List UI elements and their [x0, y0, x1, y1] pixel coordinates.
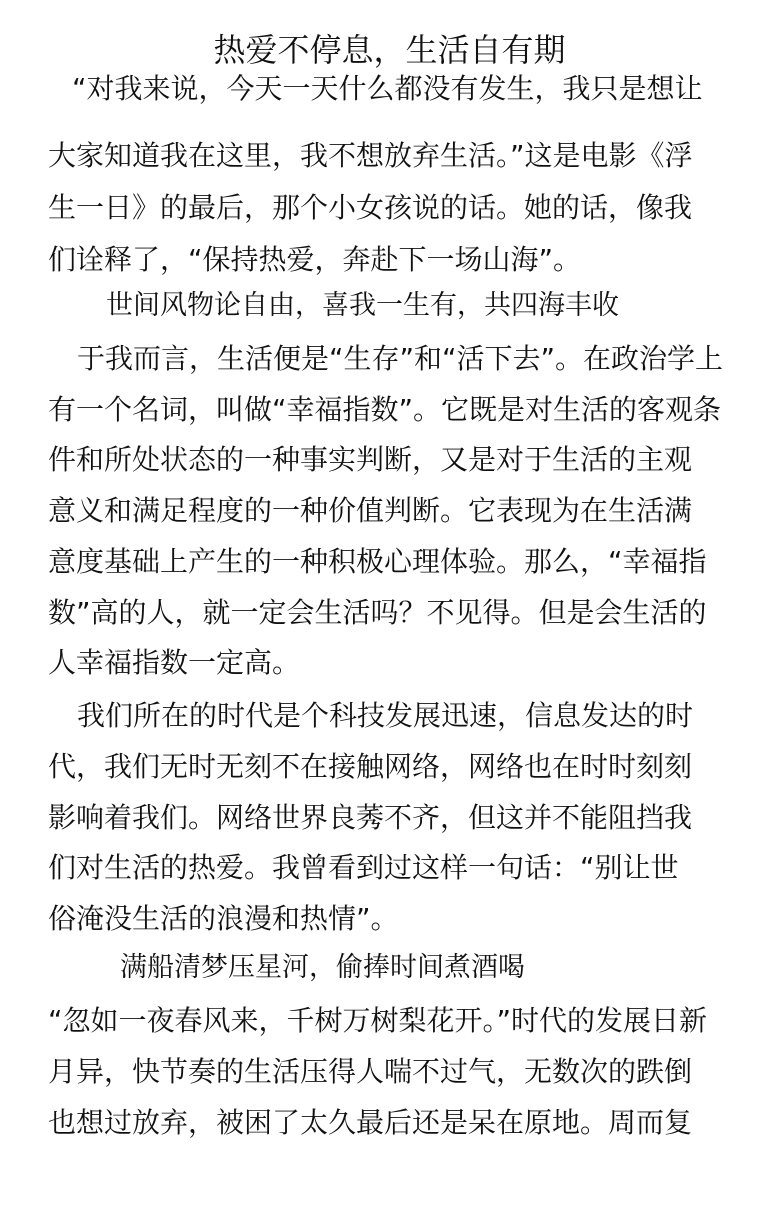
paragraph-4-line-2: 月异，快节奏的生活压得人喘不过气，无数次的跌倒	[48, 1055, 693, 1088]
paragraph-3-line-2: 代，我们无时无刻不在接触网络，网络也在时时刻刻	[48, 750, 693, 783]
paragraph-2-line-7: 人幸福指数一定高。	[48, 646, 301, 679]
paragraph-1-line-1: “对我来说，今天一天什么都没有发生，我只是想让	[72, 72, 703, 105]
paragraph-1-line-2: 大家知道我在这里，我不想放弃生活。”这是电影《浮	[48, 139, 693, 172]
paragraph-2-line-5: 意度基础上产生的一种积极心理体验。那么，“幸福指	[48, 545, 707, 578]
paragraph-1-line-4: 们诠释了，“保持热爱，奔赴下一场山海”。	[48, 243, 582, 276]
subheading-2: 满船清梦压星河，偷捧时间煮酒喝	[120, 952, 525, 983]
paragraph-3-line-5: 俗淹没生活的浪漫和热情”。	[48, 902, 399, 935]
paragraph-4-line-3: 也想过放弃，被困了太久最后还是呆在原地。周而复	[48, 1106, 693, 1139]
paragraph-1-line-3: 生一日》的最后，那个小女孩说的话。她的话，像我	[48, 191, 693, 224]
paragraph-3-line-3: 影响着我们。网络世界良莠不齐，但这并不能阻挡我	[48, 801, 693, 834]
paragraph-2-line-1: 于我而言，生活便是“生存”和“活下去”。在政治学上	[77, 342, 724, 375]
paragraph-4-line-1: “忽如一夜春风来，千树万树梨花开。”时代的发展日新	[48, 1004, 708, 1037]
subheading-1: 世间风物论自由，喜我一生有，共四海丰收	[106, 290, 619, 321]
paragraph-2-line-6: 数”高的人，就一定会生活吗？不见得。但是会生活的	[48, 596, 707, 629]
paragraph-3-line-1: 我们所在的时代是个科技发展迅速，信息发达的时	[77, 699, 694, 732]
paragraph-3-line-4: 们对生活的热爱。我曾看到过这样一句话：“别让世	[48, 851, 679, 884]
paragraph-2-line-3: 件和所处状态的一种事实判断，又是对于生活的主观	[48, 443, 693, 476]
paragraph-2-line-4: 意义和满足程度的一种价值判断。它表现为在生活满	[48, 494, 693, 527]
paragraph-2-line-2: 有一个名词，叫做“幸福指数”。它既是对生活的客观条	[48, 393, 722, 426]
document-title: 热爱不停息，生活自有期	[213, 31, 566, 69]
